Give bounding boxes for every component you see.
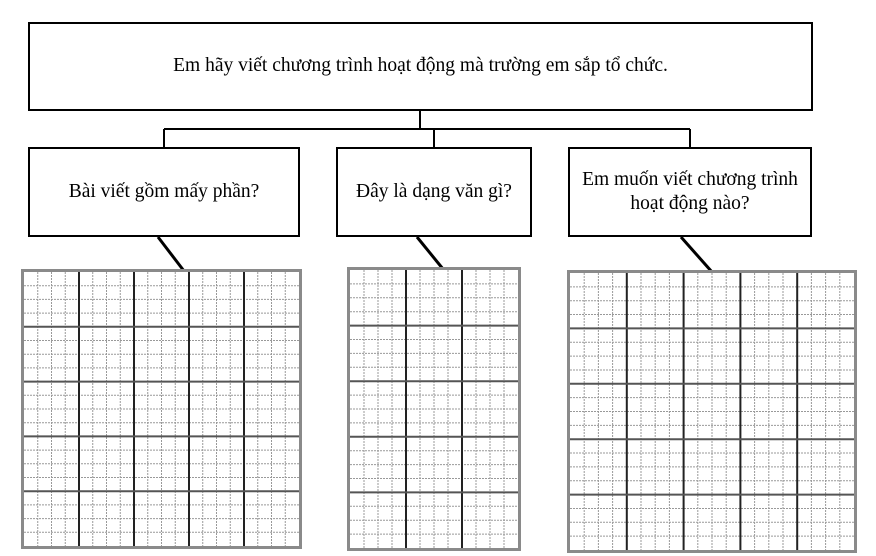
question-text: Bài viết gồm mấy phần? xyxy=(68,180,260,202)
question-box-parts xyxy=(28,147,300,237)
answer-grid-genre[interactable] xyxy=(347,267,521,551)
question-box-genre xyxy=(336,147,532,237)
question-text: Đây là dạng văn gì? xyxy=(356,180,512,202)
answer-grid-parts[interactable] xyxy=(21,269,302,549)
question-box-program xyxy=(568,147,812,237)
root-question-box xyxy=(28,22,813,111)
answer-grid-program[interactable] xyxy=(567,270,857,553)
question-text: Em muốn viết chương trình hoạt động nào? xyxy=(582,168,798,214)
root-question-text: Em hãy viết chương trình hoạt động mà trường em sắp tổ chức. xyxy=(173,55,668,77)
